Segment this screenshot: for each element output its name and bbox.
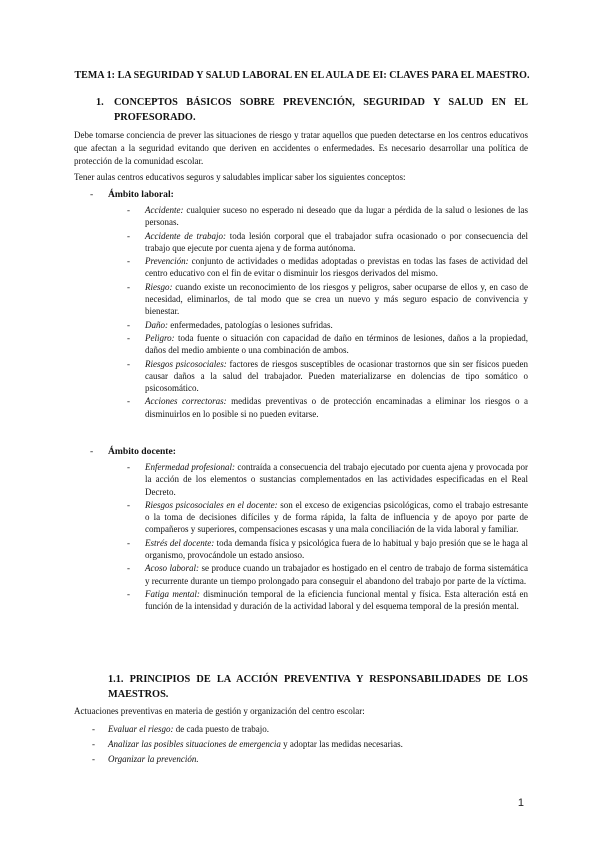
term-label: Peligro: — [145, 332, 175, 343]
list-item — [127, 332, 528, 357]
section-heading-1 — [96, 95, 528, 125]
list-item — [92, 737, 528, 752]
bullet-dash: - — [92, 739, 95, 749]
list-item — [127, 395, 528, 420]
bullet-dash: - — [90, 189, 94, 200]
term-label: Analizar las posibles situaciones de emergencia — [108, 739, 281, 749]
term-label: Fatiga mental: — [145, 588, 200, 599]
list-item — [92, 752, 528, 767]
term-label: Acoso laboral: — [145, 563, 200, 574]
list-item — [127, 204, 528, 229]
term-label: Estrés del docente: — [145, 537, 215, 548]
list-item — [127, 230, 528, 255]
bullet-dash: - — [127, 358, 130, 369]
term-label: Prevención: — [145, 256, 189, 267]
bullet-dash: - — [127, 281, 130, 292]
list-item — [127, 319, 528, 331]
term-definition: conjunto de actividades o medidas adoptadas o previstas en todas las fases de actividad del centro educativo con el fin de evitar o disminuir los riesgos derivados del mismo. — [145, 256, 528, 279]
list-item — [127, 255, 528, 280]
term-definition: toda demanda física y psicológica fuera de lo habitual y bajo presión que se le haga al organismo, provocándole un estado ansioso. — [145, 537, 528, 561]
term-definition: factores de riesgos susceptibles de ocasionar trastornos que sin ser físicos pueden causar daños a la salud del trabajador. Pueden materializarse en dolencias de tipo somático o psicosomático. — [145, 358, 528, 394]
term-label: Riesgo: — [145, 281, 173, 292]
term-definition: se produce cuando un trabajador es hostigado en el centro de trabajo de forma sistemática y recurrente durante un tiempo prolongado para conseguir el abandono del trabajo por parte de la víctima. — [145, 563, 529, 586]
ambito-laboral-list — [127, 204, 528, 421]
list-item — [127, 461, 528, 498]
bullet-dash: - — [127, 462, 130, 472]
term-definition: medidas preventivas o de protección encaminadas a eliminar los riesgos o a disminuirlos en lo posible si no pueden evitarse. — [145, 396, 528, 419]
bullet-dash: - — [127, 588, 130, 599]
list-item — [127, 562, 528, 587]
term-definition: son el exceso de exigencias psicológicas, como el trabajo estresante o la toma de decisiones difíciles y de forma rápida, la falta de influencia y de apoyo por parte de compañeros y superiores, compensaciones escasas y una mala conciliación de la vida laboral y familiar. — [145, 499, 528, 535]
list-item — [127, 358, 528, 395]
bullet-dash: - — [90, 446, 94, 457]
section-heading-1-1: 1.1. PRINCIPIOS DE LA ACCIÓN PREVENTIVA Y RESPONSABILIDADES DE LOS MAESTROS. — [108, 674, 528, 700]
term-definition: toda lesión corporal que el trabajador sufra ocasionado o por consecuencia del trabajo que ejecute por cuenta ajena y de forma autónoma. — [145, 230, 528, 253]
bullet-dash: - — [92, 724, 95, 734]
list-item — [92, 722, 528, 737]
term-label: Evaluar el riesgo: — [108, 724, 174, 734]
list-item — [127, 537, 528, 562]
term-label: Accidente de trabajo: — [145, 230, 226, 241]
ambito-docente-list — [127, 461, 528, 614]
bullet-dash: - — [127, 332, 130, 343]
list-item — [127, 281, 528, 318]
term-definition: enfermedades, patologías o lesiones sufridas. — [168, 319, 333, 330]
term-definition: toda fuente o situación con capacidad de daño en términos de lesiones, daños a la propiedad, daños del medio ambiente o una combinación de ambos. — [145, 332, 528, 356]
ambito-laboral-heading — [90, 189, 174, 200]
bullet-dash: - — [127, 563, 130, 574]
term-label: Acciones correctoras: — [145, 396, 227, 407]
term-label: Accidente: — [145, 205, 184, 215]
list-item — [127, 588, 528, 613]
section-number: 1. — [96, 97, 104, 108]
page-number: 1 — [517, 797, 524, 809]
ambito-laboral-label: Ámbito laboral: — [108, 189, 174, 200]
term-label: Daño: — [145, 319, 168, 330]
term-definition: cuando existe un reconocimiento de los riesgos y peligros, saber ocuparse de ellos y, en caso de necesidad, eliminarlos, de tal modo que se crea un nuevo y más seguro espacio de convivencia y bienestar. — [145, 281, 528, 317]
section-heading-text: CONCEPTOS BÁSICOS SOBRE PREVENCIÓN, SEGURIDAD Y SALUD EN EL PROFESORADO. — [114, 97, 528, 123]
intro-paragraph: Debe tomarse conciencia de prever las situaciones de riesgo y tratar aquellos que pueden detectarse en los centros educativos que afectan a la seguridad evitando que deriven en accidentes o enfermedades. Es necesario desarrollar una política de protección de la comunidad escolar. — [74, 130, 528, 166]
list-item — [127, 499, 528, 536]
ambito-docente-heading — [90, 446, 176, 457]
actuaciones-list — [92, 722, 528, 767]
term-definition: de cada puesto de trabajo. — [173, 724, 269, 734]
intro-paragraph-2: Tener aulas centros educativos seguros y saludables implicar saber los siguientes conceptos: — [74, 172, 406, 182]
term-label: Organizar la prevención. — [108, 754, 199, 764]
bullet-dash: - — [127, 205, 130, 215]
bullet-dash: - — [127, 499, 130, 510]
term-label: Riesgos psicosociales en el docente: — [145, 499, 278, 510]
bullet-dash: - — [127, 230, 130, 241]
bullet-dash: - — [127, 256, 130, 267]
document-title: TEMA 1: LA SEGURIDAD Y SALUD LABORAL EN EL AULA DE EI: CLAVES PARA EL MAESTRO. — [74, 70, 530, 81]
bullet-dash: - — [127, 537, 130, 548]
term-definition: y adoptar las medidas necesarias. — [280, 739, 403, 749]
term-label: Riesgos psicosociales: — [145, 358, 227, 369]
term-label: Enfermedad profesional: — [145, 462, 236, 472]
ambito-docente-label: Ámbito docente: — [108, 446, 176, 457]
bullet-dash: - — [127, 396, 130, 407]
actuaciones-intro: Actuaciones preventivas en materia de gestión y organización del centro escolar: — [74, 706, 365, 716]
bullet-dash: - — [127, 319, 130, 330]
bullet-dash: - — [92, 754, 95, 764]
term-definition: disminución temporal de la eficiencia funcional mental y física. Esta alteración está en función de la intensidad y duración de la actividad laboral y del esquema temporal de la presión mental. — [145, 588, 528, 612]
term-definition: cualquier suceso no esperado ni deseado que da lugar a pérdida de la salud o lesiones de las personas. — [145, 205, 528, 228]
term-definition: contraída a consecuencia del trabajo ejecutado por cuenta ajena y provocada por la acción de los elementos o sustancias complementados en las actividades especificadas en el Real Decreto. — [145, 462, 529, 497]
